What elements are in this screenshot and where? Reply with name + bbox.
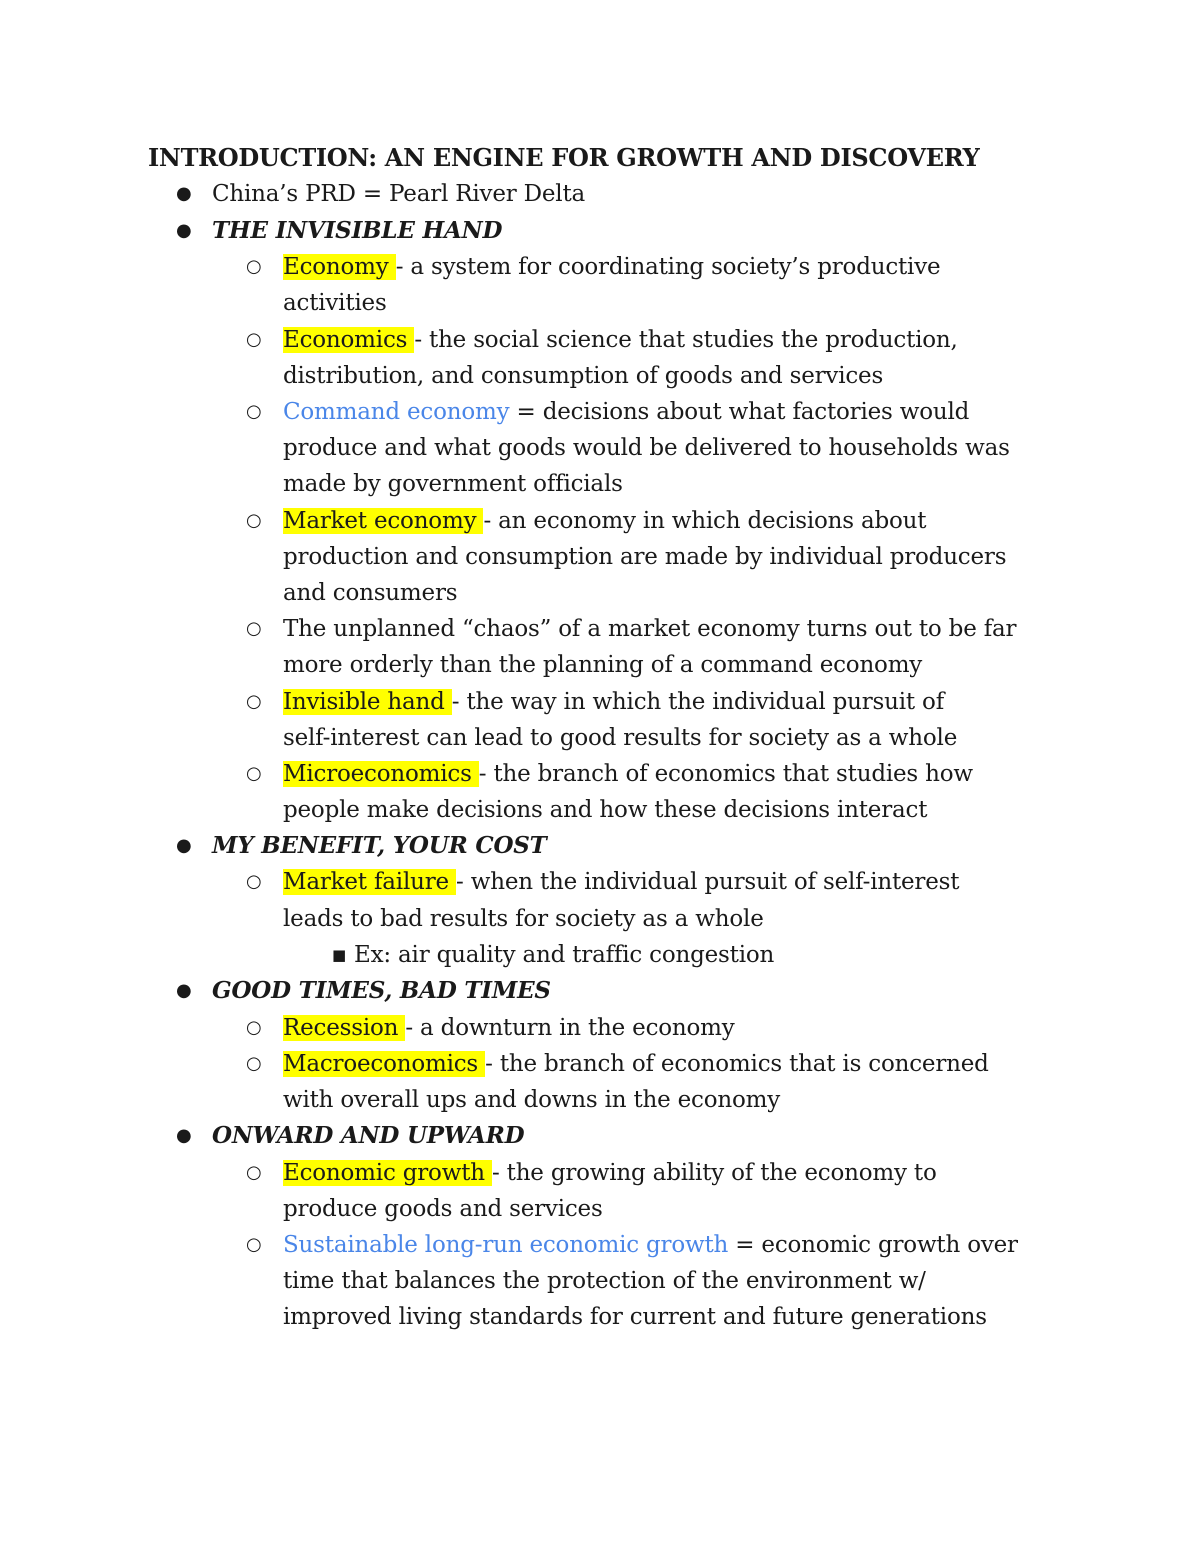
page-title: INTRODUCTION: AN ENGINE FOR GROWTH AND DISCOVERY xyxy=(148,143,980,172)
circle-bullet-icon: ○ xyxy=(246,763,262,784)
bullet-icon: ● xyxy=(176,183,192,204)
definition-text: - when the individual pursuit of self-interest xyxy=(456,869,960,895)
square-bullet-icon: ■ xyxy=(332,946,347,964)
circle-bullet-icon: ○ xyxy=(246,510,262,531)
term-economy: Economy xyxy=(283,254,396,280)
definition-continuation: and consumers xyxy=(283,580,458,606)
definition-text: - the social science that studies the production, xyxy=(414,327,958,353)
term-microeconomics: Microeconomics xyxy=(283,761,479,787)
list-item-economy xyxy=(283,249,940,285)
term-economic-growth: Economic growth xyxy=(283,1160,492,1186)
definition-text: = economic growth over xyxy=(728,1232,1018,1258)
term-recession: Recession xyxy=(283,1015,406,1041)
definition-continuation: people make decisions and how these decisions interact xyxy=(283,797,928,823)
circle-bullet-icon: ○ xyxy=(246,256,262,277)
definition-text: - the branch of economics that is concerned xyxy=(485,1051,989,1077)
list-item-command-economy xyxy=(283,394,969,430)
circle-bullet-icon: ○ xyxy=(246,1053,262,1074)
definition-text: - the way in which the individual pursuit of xyxy=(451,689,945,715)
definition-continuation: time that balances the protection of the environment w/ xyxy=(283,1268,926,1294)
definition-text: = decisions about what factories would xyxy=(509,399,970,425)
list-item-market-economy xyxy=(283,503,926,539)
list-item-economic-growth xyxy=(283,1155,937,1191)
definition-continuation: made by government officials xyxy=(283,471,623,497)
term-sustainable-growth: Sustainable long-run economic growth xyxy=(283,1232,729,1258)
definition-text: - an economy in which decisions about xyxy=(483,508,927,534)
definition-continuation: activities xyxy=(283,290,387,316)
list-item-sustainable-growth xyxy=(283,1227,1018,1263)
definition-text: - a downturn in the economy xyxy=(405,1015,735,1041)
definition-continuation: production and consumption are made by individual producers xyxy=(283,544,1007,570)
definition-continuation: distribution, and consumption of goods and services xyxy=(283,363,884,389)
circle-bullet-icon: ○ xyxy=(246,329,262,350)
section-heading-onward: ONWARD AND UPWARD xyxy=(212,1122,525,1149)
definition-continuation: more orderly than the planning of a command economy xyxy=(283,652,923,678)
term-command-economy: Command economy xyxy=(283,399,510,425)
bullet-icon: ● xyxy=(176,980,192,1001)
term-invisible-hand: Invisible hand xyxy=(283,689,452,715)
list-item-example: Ex: air quality and traffic congestion xyxy=(354,942,775,968)
definition-continuation: with overall ups and downs in the economy xyxy=(283,1087,781,1113)
term-economics: Economics xyxy=(283,327,415,353)
term-market-failure: Market failure xyxy=(283,869,457,895)
definition-continuation: improved living standards for current and future generations xyxy=(283,1304,987,1330)
bullet-icon: ● xyxy=(176,835,192,856)
term-market-economy: Market economy xyxy=(283,508,484,534)
circle-bullet-icon: ○ xyxy=(246,1234,262,1255)
definition-text: - a system for coordinating society’s productive xyxy=(395,254,941,280)
list-item-chaos: The unplanned “chaos” of a market economy turns out to be far xyxy=(283,616,1017,642)
circle-bullet-icon: ○ xyxy=(246,1017,262,1038)
list-item-recession xyxy=(283,1010,735,1046)
definition-continuation: self-interest can lead to good results for society as a whole xyxy=(283,725,958,751)
definition-continuation: produce and what goods would be delivered to households was xyxy=(283,435,1010,461)
list-item-macroeconomics xyxy=(283,1046,989,1082)
section-heading-good-times: GOOD TIMES, BAD TIMES xyxy=(212,977,551,1004)
list-item-market-failure xyxy=(283,864,959,900)
section-heading-invisible-hand: THE INVISIBLE HAND xyxy=(212,217,503,244)
circle-bullet-icon: ○ xyxy=(246,618,262,639)
term-macroeconomics: Macroeconomics xyxy=(283,1051,486,1077)
circle-bullet-icon: ○ xyxy=(246,1162,262,1183)
circle-bullet-icon: ○ xyxy=(246,871,262,892)
bullet-icon: ● xyxy=(176,220,192,241)
definition-continuation: produce goods and services xyxy=(283,1196,603,1222)
circle-bullet-icon: ○ xyxy=(246,691,262,712)
list-item-economics xyxy=(283,322,958,358)
list-item-invisible-hand xyxy=(283,684,944,720)
definition-text: - the growing ability of the economy to xyxy=(491,1160,937,1186)
bullet-icon: ● xyxy=(176,1125,192,1146)
section-heading-my-benefit: MY BENEFIT, YOUR COST xyxy=(212,832,547,859)
definition-text: - the branch of economics that studies how xyxy=(478,761,973,787)
circle-bullet-icon: ○ xyxy=(246,401,262,422)
definition-continuation: leads to bad results for society as a whole xyxy=(283,906,764,932)
list-item-prd: China’s PRD = Pearl River Delta xyxy=(212,181,586,207)
list-item-microeconomics xyxy=(283,756,973,792)
